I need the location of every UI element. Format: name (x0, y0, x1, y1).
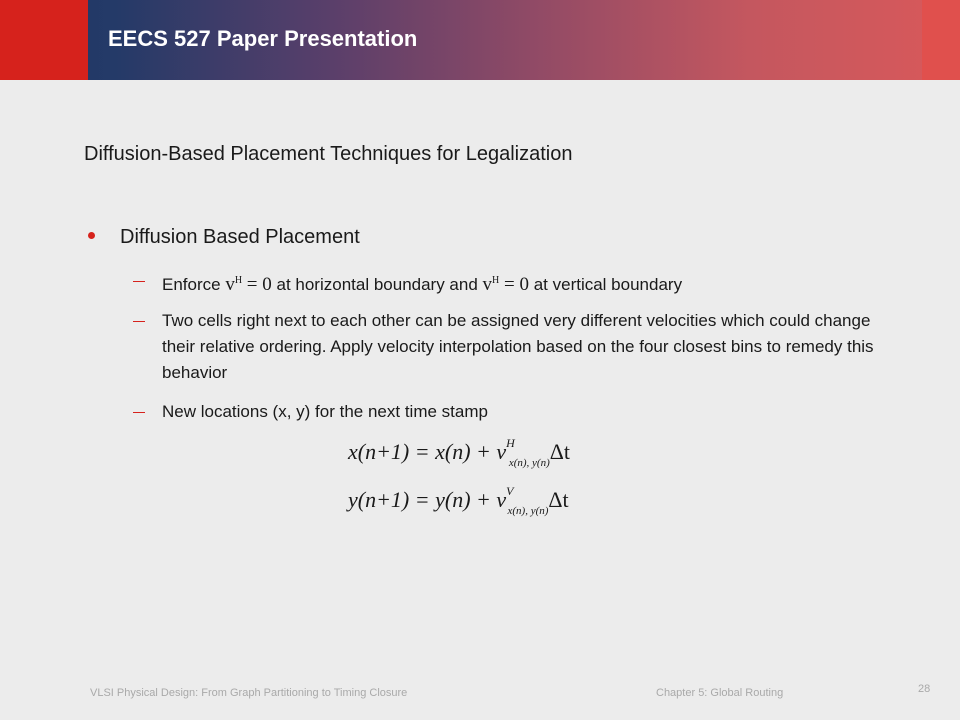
math-v-horizontal: $v^H = 0$ (225, 274, 272, 295)
footer-book-title: VLSI Physical Design: From Graph Partitioning to Timing Closure (90, 687, 408, 699)
sub-item-prefix: Enforce (162, 275, 226, 294)
page-number: 28 (918, 683, 931, 695)
sub-item-new-locations: New locations (x, y) for the next time stamp (162, 402, 488, 421)
sub-item-middle: at horizontal boundary and (271, 275, 483, 294)
dash-icon (133, 321, 145, 322)
bullet-item: Diffusion Based Placement (120, 226, 360, 248)
equation-x: $x(n+1) = x(n) + v^H_{x(n), y(n)}\Delta t$ (348, 436, 570, 469)
sub-item-suffix: at vertical boundary (528, 275, 683, 294)
dash-icon (133, 281, 145, 282)
header-right-stripe (922, 0, 960, 80)
slide-title: Diffusion-Based Placement Techniques for Legalization (84, 143, 573, 165)
sub-item-enforce (162, 268, 902, 298)
equation-y: $y(n+1) = y(n) + v^V_{x(n), y(n)}\Delta t$ (348, 484, 569, 517)
header-title: EECS 527 Paper Presentation (108, 26, 418, 51)
sub-item-velocities: Two cells right next to each other can be assigned very different velocities which could change their relative ordering. Apply velocity interpolation based on the four closest bins to remedy this behavior (162, 311, 874, 382)
dash-icon (133, 412, 145, 413)
header-accent-block (0, 0, 88, 80)
math-v-vertical: $v^H = 0$ (482, 274, 529, 295)
footer-chapter: Chapter 5: Global Routing (656, 687, 784, 699)
bullet-dot-icon (88, 232, 95, 239)
